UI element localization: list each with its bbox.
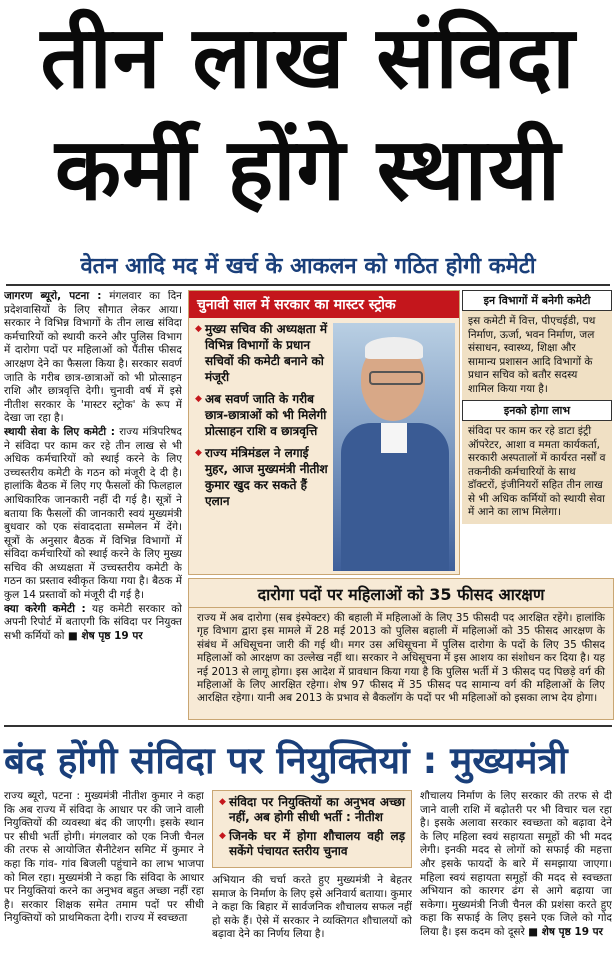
reservation-text: राज्य में अब दारोगा (सब इंस्पेक्टर) की बहाली में महिलाओं के लिए 35 फीसदी पद आरक्षित रहेंगे। हालांकि गृह विभाग द्वारा इस मामले में 28 मई 2013 को पुलिस बहाली में महिलाओं को 35 फीसद आरक्षण के संबंध में अधिसूचना जारी की गई थी। मगर उस अधिसूचना में पुलिस दारोगा के पदों के लिए 35 फीसद महिलाओं को आरक्षण का उल्लेख नहीं था। सरकार ने अधिसूचना में इस आशय का संशोधन कर दिया है। यह नई 2013 से लागू होगा। इस आदेश में प्रावधान किया गया है कि पुलिस भर्ती में 3 फीसद पद पिछड़े वर्ग की महिलाओं के लिए आरक्षित रहेगा। शेष 97 फीसद में 35 फीसद पद सामान्य वर्ग की महिलाओं के लिए आरक्षित रहेगा। यानी अब 2013 के प्रभाव से बैकलॉग के पदों पर भी महिलाओं को इसका लाभ देय होगा।	[197, 612, 605, 705]
reservation-box	[188, 578, 614, 720]
highlight-box	[212, 790, 412, 868]
master-stroke-title: चुनावी साल में सरकार का मास्टर स्ट्रोक	[189, 291, 459, 318]
second-story-col-2	[212, 790, 412, 960]
continued-link[interactable]: ■ शेष पृष्ठ 19 पर	[67, 629, 143, 642]
chief-minister-photo	[333, 323, 455, 571]
second-story-col1-text: राज्य ब्यूरो, पटना : मुख्यमंत्री नीतीश कुमार ने कहा कि अब राज्य में संविदा के आधार पर की जाने वाली नियुक्तियों की व्यवस्था बंद की जाएगी। इसके स्थान पर सीधी भर्ती होगी। मंगलवार को एक निजी चैनल की तरफ से आयोजित सैनीटेशन समिट में कुमार ने कहा कि गांव- गांव बिजली पहुंचाने का लाभ भाजपा को मिल रहा। मुख्यमंत्री ने कहा कि संविदा के आधार पर नियुक्तियां करने का अनुभव बहुत अच्छा नहीं रहा है। सरकार शिक्षक समेत तमाम पदों पर सीधी नियुक्तियों को प्राथमिकता देगी। राज्य में स्वच्छता	[4, 790, 204, 925]
dateline: जागरण ब्यूरो, पटना :	[4, 290, 102, 302]
second-story-col2-text: अभियान की चर्चा करते हुए मुख्यमंत्री ने बेहतर समाज के निर्माण के लिए इसे अनिवार्य बताया। कुमार ने कहा कि बिहार में सार्वजनिक शौचालय सफल नहीं हो सके हैं। ऐसे में सरकार ने व्यक्तिगत शौचालयों को बढ़ावा देने का निर्णय लिया है।	[212, 874, 412, 941]
second-story-headline: बंद होंगी संविदा पर नियुक्तियां : मुख्यमंत्री	[4, 725, 612, 784]
subsection-text-what: यह कमेटी सरकार को अपनी रिपोर्ट में बताएगी कि संविदा पर नियुक्त सभी कर्मियों को	[4, 602, 182, 642]
highlight-item: ◆ जिनके घर में होगा शौचालय वही लड़ सकेंगे पंचायत स्तरीय चुनाव	[219, 829, 405, 859]
master-stroke-box	[188, 290, 460, 575]
subheadline: वेतन आदि मद में खर्च के आकलन को गठित होगी कमेटी	[6, 250, 610, 286]
continued-link-2[interactable]: ■ शेष पृष्ठ 19 पर	[528, 925, 603, 938]
subsection-text-committee: राज्य मंत्रिपरिषद ने संविदा पर काम कर रहे तीन लाख से भी अधिक कर्मचारियों को स्थाई करने के लिए उच्चस्तरीय कमेटी के गठन को मंजूरी दे दी है। हालांकि बैठक में लिए गए फैसलों की फिलहाल आधिकारिक जानकारी नहीं दी गई है। सूत्रों ने बताया कि फैसलों की जानकारी स्वयं मुख्यमंत्री बुधवार को एक संवाददाता सम्मेलन में देंगे। सूत्रों के अनुसार बैठक में विभिन्न विभागों में संविदा कर्मचारियों को स्थाई करने के लिए मुख्य सचिव की अध्यक्षता में उच्चस्तरीय कमेटी के गठन का प्रस्ताव स्वीकृत किया गया है। बैठक में कुल 14 प्रस्तावों को मंजूरी दी गई है।	[4, 425, 182, 602]
second-story-col-3	[420, 790, 612, 960]
second-story-col-1	[4, 790, 204, 960]
bullet-item: ◆ राज्य मंत्रिमंडल ने लगाई मुहर, आज मुख्यमंत्री नीतीश कुमार खुद कर सकते हैं एलान	[195, 445, 330, 509]
subsection-title-what: क्या करेगी कमेटी :	[4, 602, 86, 615]
departments-title: इन विभागों में बनेगी कमेटी	[462, 290, 612, 311]
subsection-title-committee: स्थायी सेवा के लिए कमेटी :	[4, 425, 115, 438]
second-story-col3-text: शौचालय निर्माण के लिए सरकार की तरफ से दी जाने वाली राशि में बढ़ोतरी पर भी विचार चल रहा है। इसके अलावा सरकार स्वच्छता को बढ़ावा देने के लिए महिला स्वयं सहायता समूहों की भी मदद लेगी। इनकी मदद से लोगों को सफाई की महत्ता और इसके फायदों के बारे में समझाया जाएगा। महिला स्वयं सहायता समूहों की मदद से स्वच्छता अभियान को कारगर ढंग से आगे बढ़ाया जा सकेगा। मुख्यमंत्री निजी चैनल की प्रशंसा करते हुए कहा कि सफाई के लिए इसने एक जिले को गोद लिया है। इस कदम को दूसरे	[420, 790, 612, 938]
headline-line-2: कर्मी होंगे स्थायी	[54, 120, 562, 220]
sidebar-boxes	[462, 290, 612, 573]
beneficiaries-title: इनको होगा लाभ	[462, 400, 612, 421]
departments-text: इस कमेटी में वित्त, पीएचईडी, पथ निर्माण, ऊर्जा, भवन निर्माण, जल संसाधन, स्वास्थ्य, शिक्षा और सामान्य प्रशासन आदि विभागों के प्रधान सचिव को बतौर सदस्य शामिल किया गया है।	[462, 311, 612, 400]
beneficiaries-text: संविदा पर काम कर रहे डाटा इंट्री ऑपरेटर, आशा व ममता कार्यकर्ता, सरकारी अस्पतालों में कार्यरत नर्सों व तकनीकी कर्मचारियों के साथ डॉक्टरों, इंजीनियरों सहित तीन लाख से भी अधिक कर्मियों को स्थायी सेवा में आने का लाभ मिलेगा।	[462, 421, 612, 524]
headline-block	[0, 0, 616, 250]
master-stroke-bullets	[195, 321, 330, 515]
highlight-item: ◆ संविदा पर नियुक्तियों का अनुभव अच्छा नहीं, अब होगी सीधी भर्ती : नीतीश	[219, 795, 405, 825]
main-article-column	[4, 290, 182, 718]
bullet-item: ◆ अब सवर्ण जाति के गरीब छात्र-छात्राओं को भी मिलेगी प्रोत्साहन राशि व छात्रवृत्ति	[195, 391, 330, 439]
headline-line-1: तीन लाख संविदा	[40, 8, 576, 108]
bullet-item: ◆ मुख्य सचिव की अध्यक्षता में विभिन्न विभागों के प्रधान सचिवों की कमेटी बनाने को मंजूरी	[195, 321, 330, 385]
reservation-title: दारोगा पदों पर महिलाओं को 35 फीसद आरक्षण	[189, 579, 613, 608]
main-article-text: मंगलवार का दिन प्रदेशवासियों के लिए सौगात लेकर आया। सरकार ने विभिन्न विभागों के तीन लाख संविदा कर्मचारियों को स्थायी करने और पुलिस विभाग में दारोगा पदों पर महिलाओं को पैंतीस फीसद आरक्षण देने का फैसला किया है। सरकार सवर्ण जाति के गरीब छात्र-छात्राओं को भी प्रोत्साहन राशि और छात्रवृत्ति देगी। चुनावी वर्ष में इसे नीतीश सरकार के 'मास्टर स्ट्रोक' के रूप में देखा जा रहा है।	[4, 290, 182, 425]
